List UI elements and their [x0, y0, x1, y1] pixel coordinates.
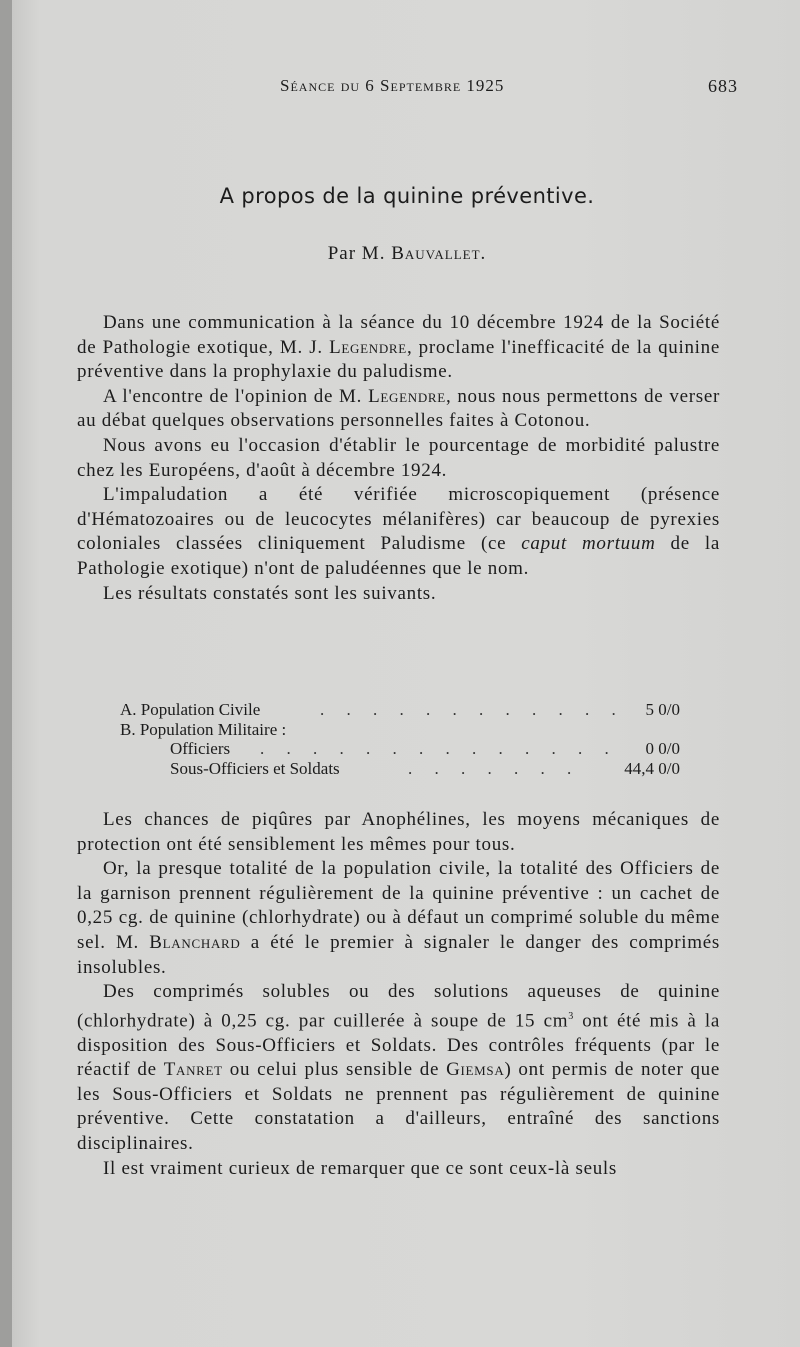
italic-phrase: caput mortuum	[521, 533, 656, 555]
text-run: a été le premier à signaler le danger des comprimés insolubles.	[77, 931, 720, 978]
author-name: Tanret	[163, 1059, 223, 1081]
text-run: de la Pathologie exotique) n'ont de paludéennes que le nom.	[77, 533, 720, 579]
running-title: Séance du 6 Septembre 1925	[280, 76, 505, 95]
results-row	[120, 700, 680, 720]
text-run: ) ont permis de noter que les Sous-Officiers et Soldats ne prennent pas régulièrement de quinine préventive. Cette constatation a d'ailleurs, entraîné des sanctions disciplinaires.	[77, 1059, 720, 1155]
running-header	[76, 76, 738, 100]
row-label: A. Population Civile	[120, 700, 261, 719]
author-name: Legendre	[368, 385, 446, 407]
binding-edge	[0, 0, 12, 1347]
results-row	[120, 720, 680, 740]
results-row	[120, 759, 680, 779]
paragraph: Nous avons eu l'occasion d'établir le pourcentage de morbidité palustre chez les Européens, d'août à décembre 1924.	[77, 434, 720, 481]
text-run: , proclame l'inefficacité de la quinine préventive dans la prophylaxie du paludisme.	[77, 336, 720, 383]
page-number: 683	[708, 76, 738, 96]
leader-dots: . . . . . . . . . . . . . .	[260, 739, 618, 758]
row-label: B. Population Militaire :	[120, 719, 287, 739]
paragraph: Les chances de piqûres par Anophélines, les moyens mécaniques de protection ont été sensiblement les mêmes pour tous.	[77, 809, 720, 855]
author-name: Legendre	[329, 336, 407, 358]
text-run: Dans une communication à la séance du 10 décembre 1924 de la Société de Pathologie exotique, M. J.	[77, 312, 720, 358]
leader-dots: . . . . . . . . . . . .	[320, 700, 625, 719]
body-text-top	[77, 311, 720, 606]
paragraph	[77, 980, 720, 1156]
paragraph	[77, 483, 720, 581]
paragraph	[77, 857, 720, 980]
byline	[76, 243, 738, 265]
author-name: Blanchard	[149, 931, 241, 953]
row-label: Officiers	[170, 739, 231, 758]
leader-dots: . . . . . . .	[408, 758, 581, 778]
article-title: A propos de la quinine préventive.	[219, 184, 595, 208]
row-value: 5 0/0	[645, 700, 680, 719]
body-text-bottom	[77, 808, 720, 1181]
results-table	[120, 700, 680, 778]
text-run: Or, la presque totalité de la population civile, la totalité des Officiers de la garnison prennent régulièrement de la quinine préventive : un cachet de 0,25 cg. de quinine (chlorhydrate) ou à défaut un comprimé soluble du même sel. M.	[77, 858, 720, 953]
paragraph: Les résultats constatés sont les suivants.	[103, 582, 437, 604]
byline-author: Bauvallet.	[391, 243, 487, 264]
text-run: A l'encontre de l'opinion de M.	[103, 385, 369, 407]
author-name: Giemsa	[446, 1059, 505, 1081]
byline-prefix: Par M.	[327, 243, 386, 264]
results-row	[120, 739, 680, 759]
row-label: Sous-Officiers et Soldats	[170, 758, 340, 778]
superscript: 3	[568, 1010, 574, 1022]
paragraph: Il est vraiment curieux de remarquer que ce sont ceux-là seuls	[103, 1157, 617, 1179]
paragraph	[77, 385, 720, 434]
row-value: 0 0/0	[645, 739, 680, 758]
text-run: ou celui plus sensible de	[222, 1059, 447, 1081]
paragraph	[77, 311, 720, 385]
text-run: , nous nous permettons de verser au débat quelques observations personnelles faites à Cotonou.	[77, 385, 720, 432]
text-run: ont été mis à la disposition des Sous-Officiers et Soldats. Des contrôles fréquents (par le réactif de	[77, 1010, 721, 1081]
text-run: L'impaludation a été vérifiée microscopiquement (présence d'Hématozoaires ou de leucocytes mélanifères) car beaucoup de pyrexies coloniales classées cliniquement Paludisme (ce	[77, 484, 720, 555]
row-value: 44,4 0/0	[624, 758, 680, 778]
text-run: Des comprimés solubles ou des solutions aqueuses de quinine (chlorhydrate) à 0,25 cg. par cuillerée à soupe de 15 cm	[77, 981, 720, 1032]
